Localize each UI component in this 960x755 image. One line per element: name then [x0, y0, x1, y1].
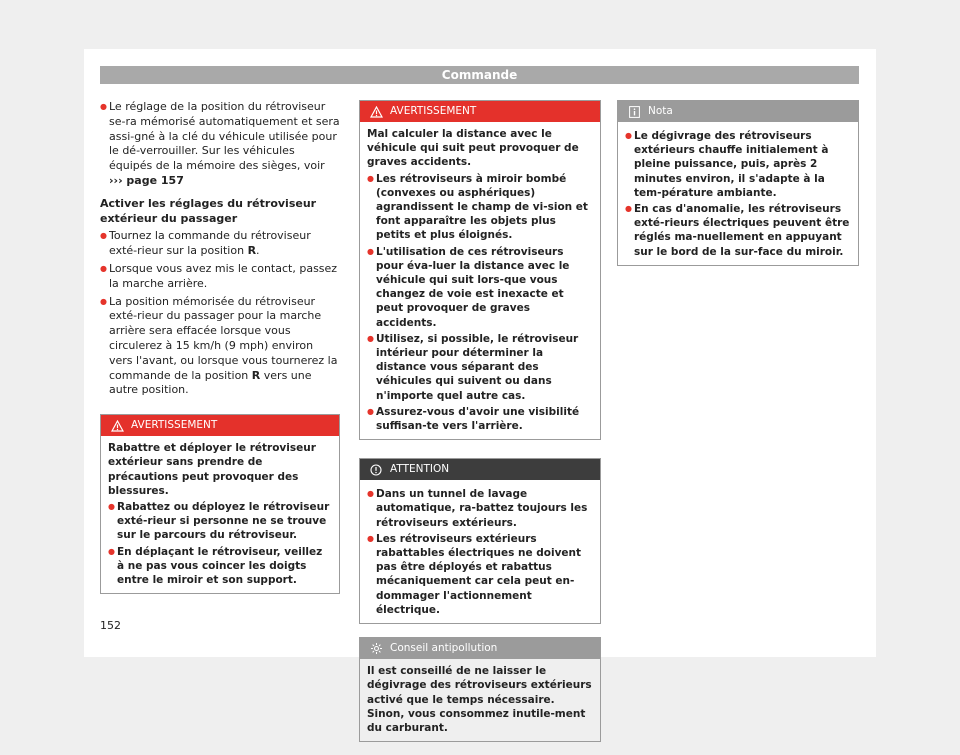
- note-box-header: Nota: [618, 101, 858, 122]
- warning-box-header: AVERTISSEMENT: [101, 415, 339, 436]
- list-item: ● En déplaçant le rétroviseur, veillez à ne pas vous coincer les doigts entre le miroir et son support.: [108, 545, 332, 588]
- page-link[interactable]: ››› page 157: [109, 173, 184, 187]
- subheading: Activer les réglages du rétroviseur extérieur du passager: [100, 196, 317, 225]
- list-item: ● Les rétroviseurs extérieurs rabattables électriques ne doivent pas être déployés et rabattus mécaniquement car cela peut en-dommager l'actionnement électrique.: [367, 532, 593, 617]
- warning-intro: Rabattre et déployer le rétroviseur extérieur sans prendre de précautions peut provoquer des blessures.: [108, 442, 316, 497]
- note-box: [617, 100, 859, 266]
- warning-triangle-icon: [368, 106, 384, 118]
- column-middle: [359, 100, 601, 755]
- list-item: ● Dans un tunnel de lavage automatique, ra-battez toujours les rétroviseurs extérieurs.: [367, 487, 593, 530]
- eco-tip-header: Conseil antipollution: [360, 638, 600, 659]
- list-item: ● Tournez la commande du rétroviseur exté-rieur sur la position R.: [100, 229, 340, 259]
- list-item: ● L'utilisation de ces rétroviseurs pour éva-luer la distance avec le véhicule qui suit lors-que vous changez de voie est inexacte et peut provoquer de graves accidents.: [367, 245, 593, 330]
- exclamation-circle-icon: [368, 464, 384, 476]
- column-right: [617, 100, 859, 279]
- section-header: Commande: [100, 66, 859, 84]
- attention-box-header: ATTENTION: [360, 459, 600, 480]
- list-item: ● Assurez-vous d'avoir une visibilité suffisan-te vers l'arrière.: [367, 405, 593, 433]
- warning-intro: Mal calculer la distance avec le véhicule qui suit peut provoquer de graves accidents.: [367, 128, 579, 169]
- page-number: 152: [100, 619, 121, 632]
- column-left: [100, 100, 340, 607]
- list-item: ● Le dégivrage des rétroviseurs extérieurs chauffe initialement à pleine puissance, puis, après 2 minutes environ, il s'adapte à la tem-pérature ambiante.: [625, 129, 851, 200]
- leaf-icon: [368, 642, 384, 655]
- eco-tip-body: Il est conseillé de ne laisser le dégivrage des rétroviseurs extérieurs activé que le temps nécessaire. Sinon, vous consommez inutile-ment du carburant.: [367, 665, 592, 734]
- warning-box: [359, 100, 601, 440]
- list-item: ● Les rétroviseurs à miroir bombé (convexes ou asphériques) agrandissent le champ de vi-sion et font apparaître les objets plus petits et plus éloignés.: [367, 172, 593, 243]
- list-item: ● La position mémorisée du rétroviseur exté-rieur du passager pour la marche arrière sera effacée lorsque vous circulerez à 15 km/h (9 mph) environ vers l'avant, ou lorsque vous tournerez la commande de la position R vers une autre position.: [100, 295, 340, 399]
- warning-box-header: AVERTISSEMENT: [360, 101, 600, 122]
- eco-tip-box: [359, 637, 601, 742]
- info-icon: [626, 106, 642, 118]
- paragraph-memory: ● Le réglage de la position du rétroviseur se-ra mémorisé automatiquement et sera assi-gné à la clé du véhicule utilisée pour le dé-verrouiller. Sur les véhicules équipés de la mémoire des sièges, voir ››› page 157: [100, 100, 340, 189]
- attention-box: [359, 458, 601, 624]
- list-item: ● En cas d'anomalie, les rétroviseurs exté-rieurs électriques peuvent être réglés ma-nuellement en appuyant sur le bord de la sur-face du miroir.: [625, 202, 851, 259]
- list-item: ● Utilisez, si possible, le rétroviseur intérieur pour déterminer la distance vous séparant des véhicules qui suivent ou dans n'importe quel autre cas.: [367, 332, 593, 403]
- list-item: ● Lorsque vous avez mis le contact, passez la marche arrière.: [100, 262, 340, 292]
- warning-box: [100, 414, 340, 594]
- warning-triangle-icon: [109, 420, 125, 432]
- list-item: ● Rabattez ou déployez le rétroviseur exté-rieur si personne ne se trouve sur le parcours du rétroviseur.: [108, 500, 332, 543]
